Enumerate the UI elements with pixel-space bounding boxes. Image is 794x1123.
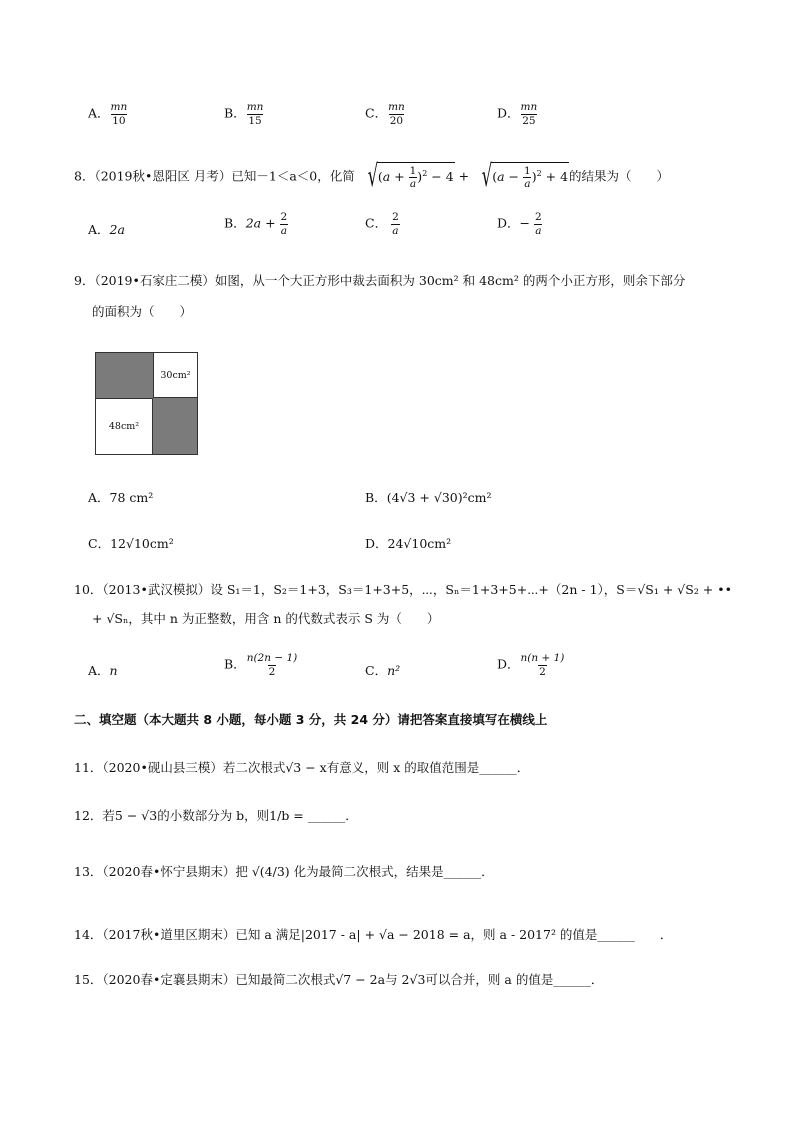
q10-option-d: D． $\frac{n(n + 1)}{2}$: [497, 652, 565, 678]
q8-option-d: D．− $\frac{2}{a}$: [497, 211, 542, 237]
q9-option-b: B．(4√3 + √30)²cm²: [365, 490, 492, 505]
q7-option-c: [365, 102, 406, 126]
option-label: C．: [365, 105, 388, 121]
option-label: A．: [88, 105, 110, 121]
small-square-30: 30cm²: [153, 352, 198, 398]
fraction: $\frac{mn}{25}$: [520, 101, 538, 127]
option-label: B．: [224, 105, 246, 121]
question-9-line-1: 9．（2019•石家庄二模）如图，从一个大正方形中裁去面积为 30cm² 和 48cm² 的两个小正方形，则余下部分: [74, 273, 686, 288]
fraction: $\frac{mn}{10}$: [110, 101, 128, 127]
question-text: 8．（2019秋•恩阳区 月考）已知－1＜a＜0，化简: [74, 168, 355, 184]
question-11: 11．（2020•砚山县三模）若二次根式√3 − x有意义，则 x 的取值范围是______．: [74, 760, 530, 775]
remaining-area-top: [96, 353, 153, 398]
question-10-line-2: + √Sₙ，其中 n 为正整数，用含 n 的代数式表示 S 为（ ）: [92, 611, 440, 626]
fraction: $\frac{n(2n - 1)}{2}$: [246, 652, 298, 678]
q10-option-c: C．n²: [365, 663, 401, 678]
fraction: $\frac{n(n + 1)}{2}$: [520, 652, 565, 678]
fraction: $\frac{2}{a}$: [535, 211, 542, 237]
section-heading: 二、填空题（本大题共 8 小题，每小题 3 分，共 24 分）请把答案直接填写在横线上: [74, 712, 548, 727]
q8-option-c: C． $\frac{2}{a}$: [365, 211, 399, 237]
sqrt-expression-1: √ (a + $\frac{1}{a}$ )$^2$ − 4: [367, 159, 454, 194]
sqrt-expression-2: √ (a − $\frac{1}{a}$ )$^2$ + 4: [481, 159, 569, 194]
option-label: D．: [497, 105, 520, 121]
fraction: $\frac{mn}{20}$: [388, 101, 405, 127]
question-13: 13．（2020春•怀宁县期末）把 √(4/3) 化为最简二次根式，结果是______．: [74, 864, 494, 879]
q8-option-b: B．2a + $\frac{2}{a}$: [224, 211, 288, 237]
q10-option-b: B． $\frac{n(2n - 1)}{2}$: [224, 652, 298, 678]
q7-option-d: [497, 102, 538, 126]
question-10-line-1: 10．（2013•武汉模拟）设 S₁＝1，S₂＝1+3，S₃＝1+3+5，⋯，Sₙ＝1+3+5+⋯+（2n - 1），S＝√S₁ + √S₂ + ••: [74, 582, 733, 597]
question-suffix: 的结果为（ ）: [569, 168, 670, 184]
q9-option-a: A．78 cm²: [88, 490, 154, 505]
q7-option-b: [224, 102, 264, 126]
question-15: 15．（2020春•定襄县期末）已知最简二次根式√7 − 2a与 2√3可以合并，则 a 的值是______．: [74, 972, 604, 987]
squares-figure: [95, 352, 198, 455]
q10-option-a: A．n: [88, 663, 118, 678]
q7-option-a: [88, 102, 128, 126]
question-12: 12．若5 − √3的小数部分为 b，则1/b = ______．: [74, 808, 358, 823]
fraction: $\frac{2}{a}$: [280, 211, 288, 237]
q8-option-a: A．2a: [88, 222, 125, 237]
q9-option-c: C．12√10cm²: [88, 536, 174, 551]
question-9-line-2: 的面积为（ ）: [92, 304, 193, 319]
square-48: 48cm²: [95, 398, 153, 455]
q9-option-d: D．24√10cm²: [365, 536, 452, 551]
fraction: $\frac{2}{a}$: [392, 211, 399, 237]
question-14: 14．（2017秋•道里区期末）已知 a 满足|2017 - a| + √a − 2018 = a，则 a - 2017² 的值是______ ．: [74, 927, 673, 942]
question-8: 8．（2019秋•恩阳区 月考）已知－1＜a＜0，化简 √ (a + $\frac{1}{a}$ )$^2$ − 4 + √ (a − $\frac{1}{a}$ )$^2$ + 4 的结果为（ ）: [74, 159, 670, 194]
remaining-area-bottom: [153, 398, 197, 454]
fraction: $\frac{mn}{15}$: [246, 101, 264, 127]
